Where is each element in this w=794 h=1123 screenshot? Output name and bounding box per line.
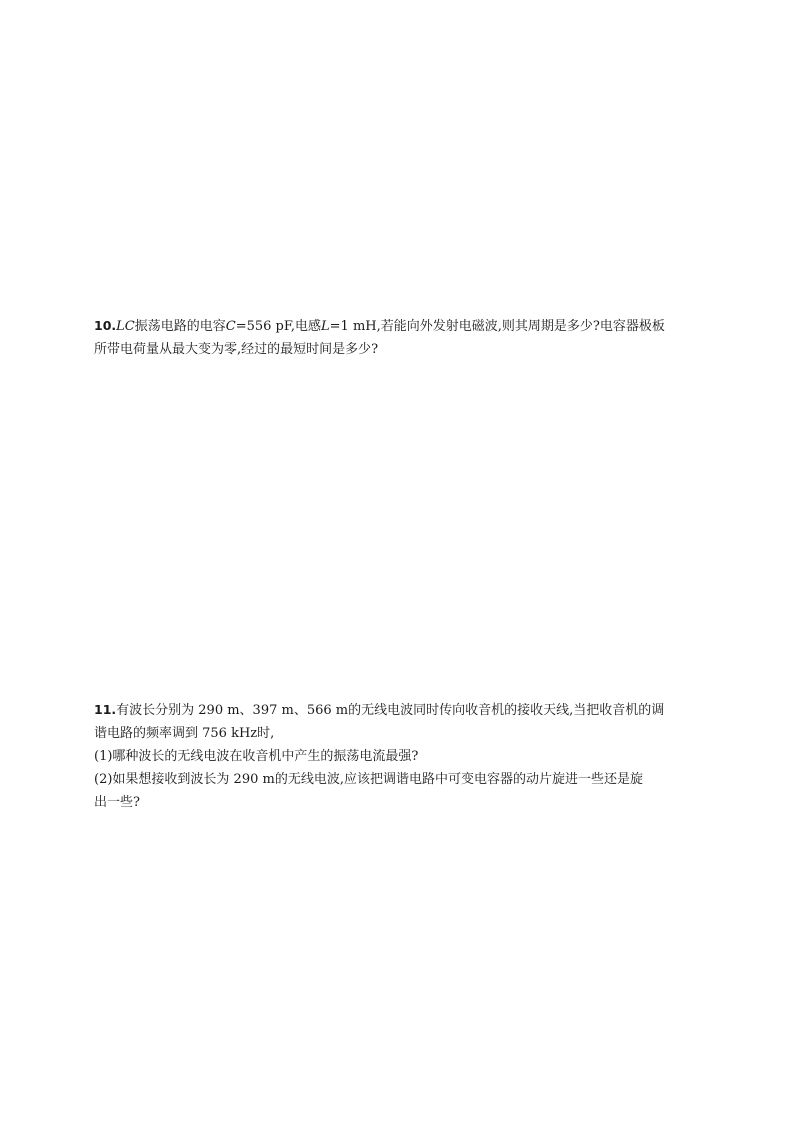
question-11-number: 11. (94, 702, 117, 717)
question-11-subquestion-1: (1)哪种波长的无线电波在收音机中产生的振荡电流最强? (94, 749, 419, 764)
question-11-text-1: 有波长分别为 290 m、397 m、566 m的无线电波同时传向收音机的接收天线,当把收音机的调 (116, 703, 665, 718)
capacitance-symbol: C (225, 319, 236, 334)
lc-symbol: LC (116, 319, 135, 334)
question-10-text-1: 振荡电路的电容 (134, 319, 226, 334)
question-11-line-1 (94, 698, 700, 722)
question-10-line-2: 所带电荷量从最大变为零,经过的最短时间是多少? (94, 342, 379, 357)
question-10-line-1 (94, 314, 700, 338)
question-10-text-3: =1 mH,若能向外发射电磁波,则其周期是多少?电容器极板 (329, 319, 665, 334)
question-11-line-2: 谐电路的频率调到 756 kHz时, (94, 726, 275, 741)
inductance-symbol: L (321, 319, 330, 334)
question-11-subquestion-2-line-1: (2)如果想接收到波长为 290 m的无线电波,应该把调谐电路中可变电容器的动片旋进一些还是旋 (94, 772, 643, 787)
question-11-subquestion-2-line-2: 出一些? (94, 795, 140, 810)
question-10-number: 10. (94, 318, 117, 333)
question-10-text-2: =556 pF,电感 (235, 319, 322, 334)
question-11 (94, 698, 700, 814)
question-10 (94, 314, 700, 361)
